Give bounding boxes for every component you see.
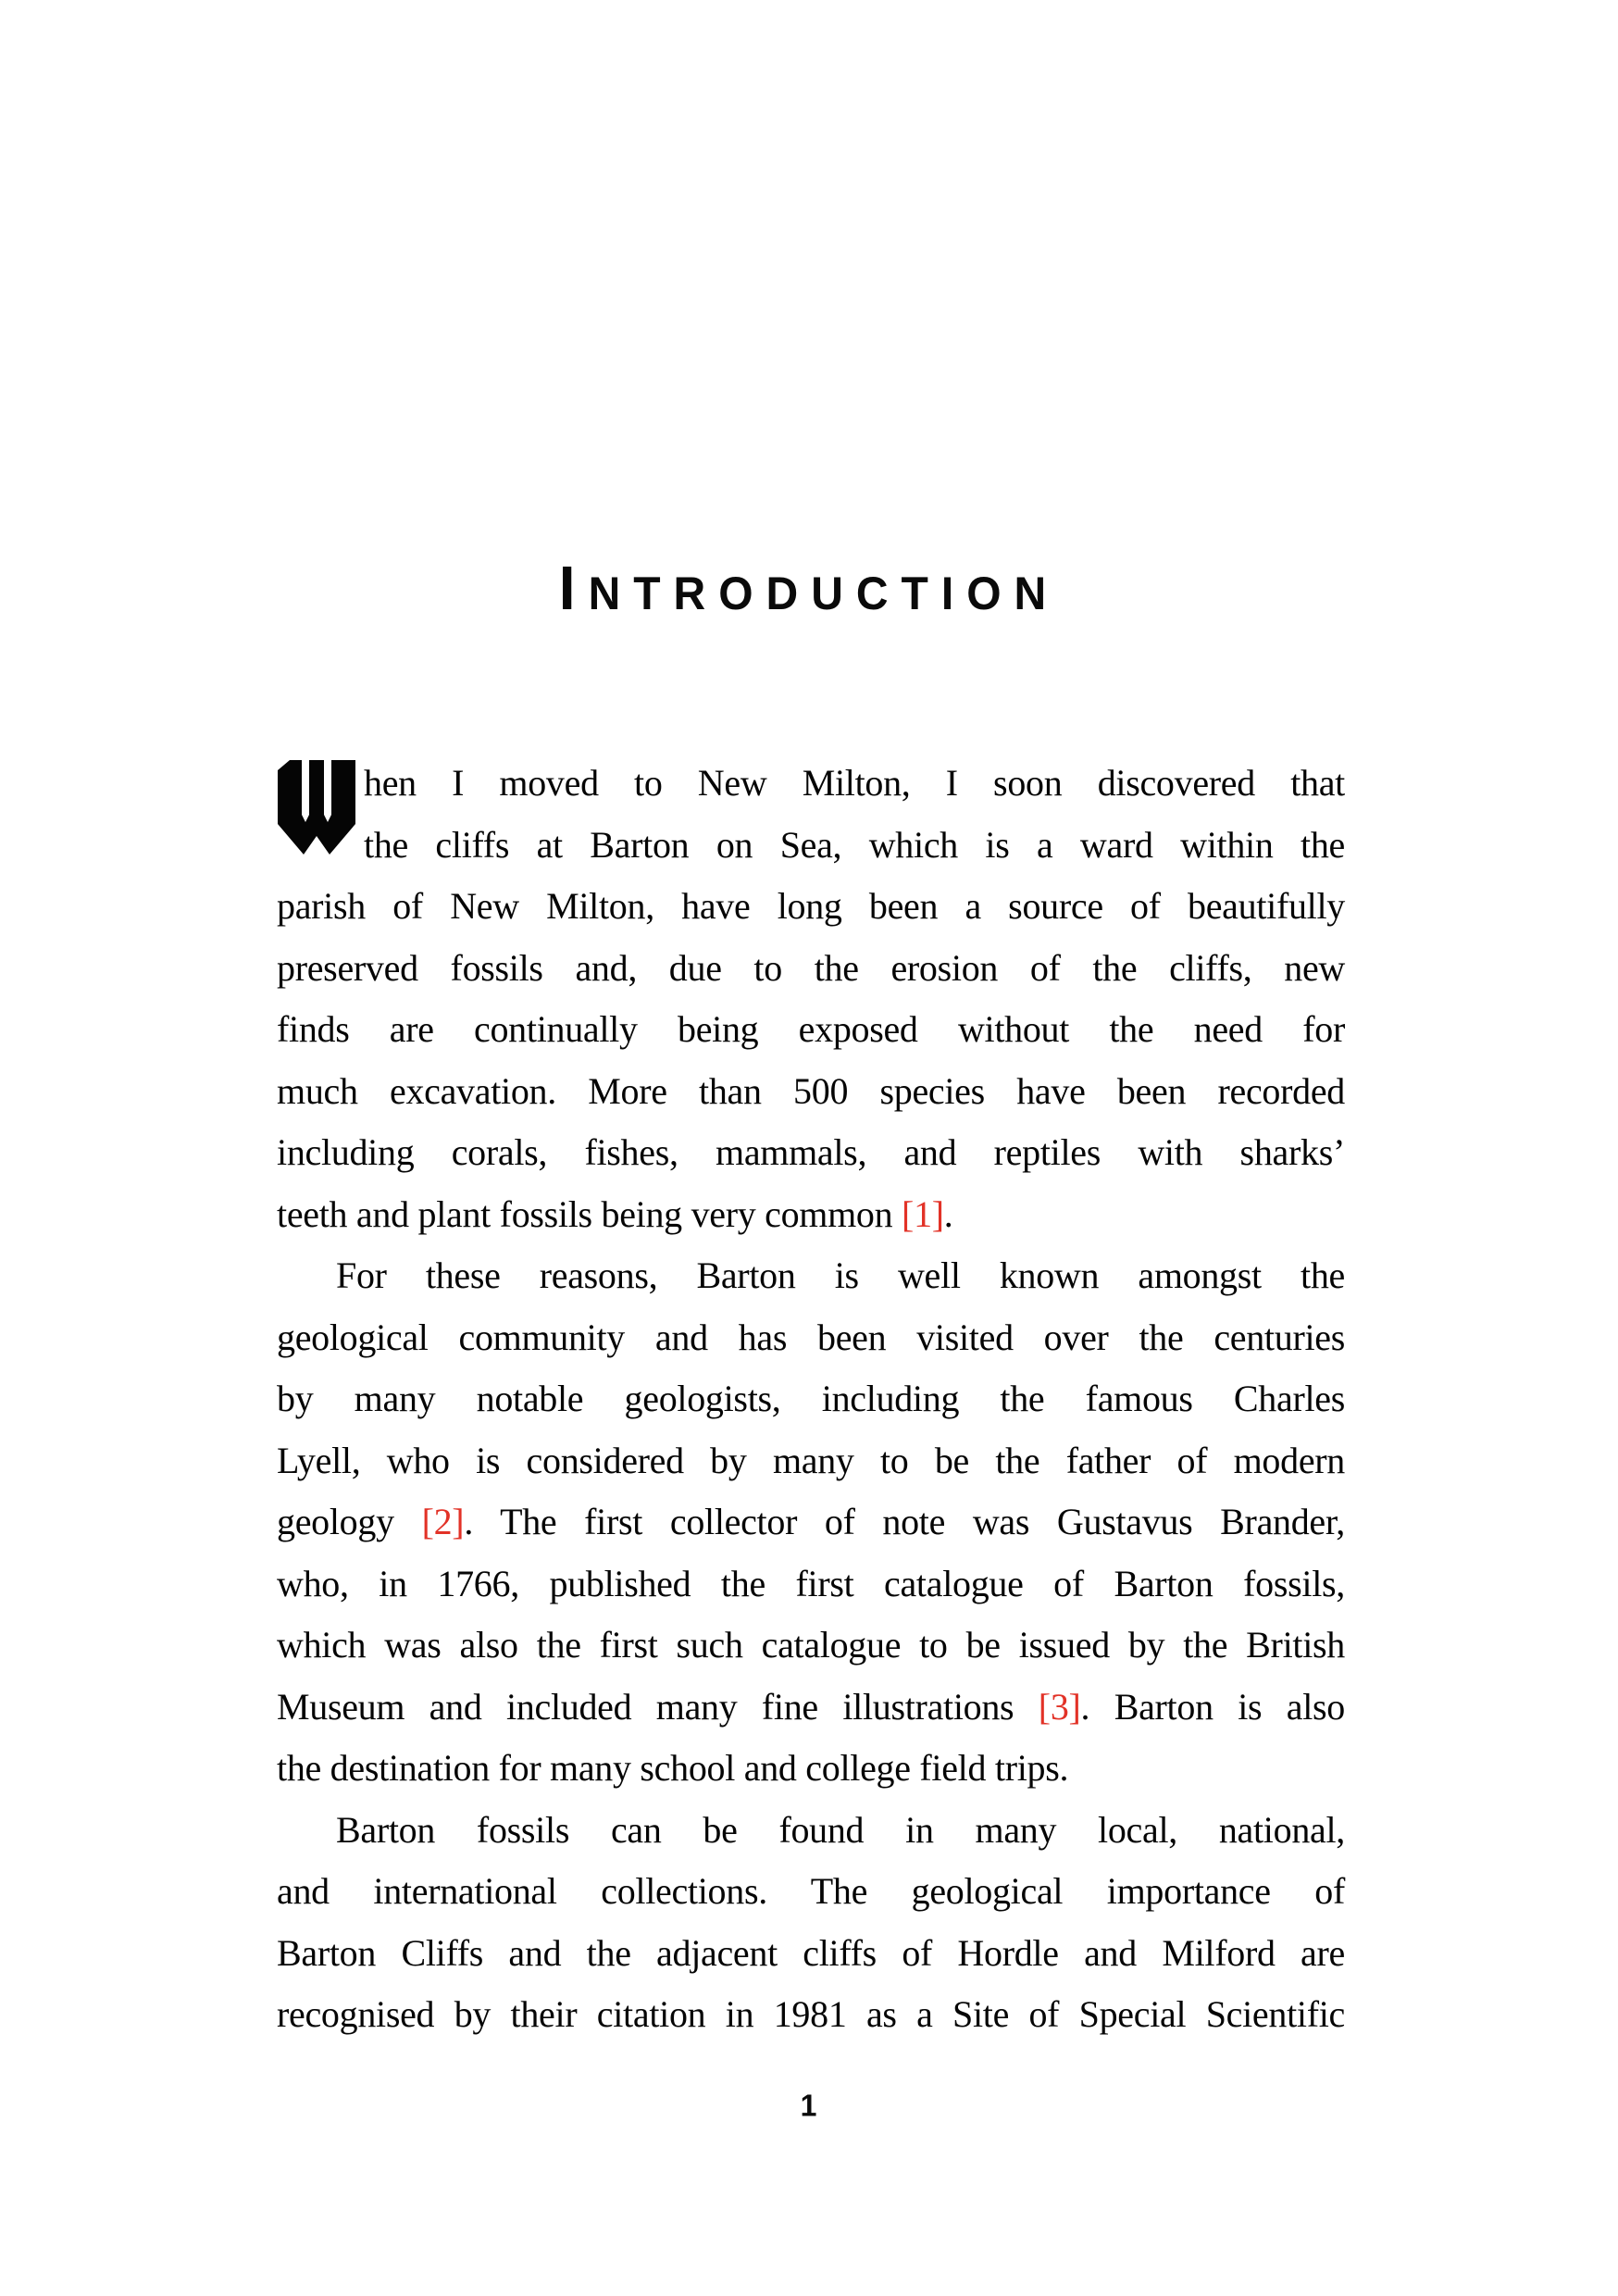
body-text bbox=[277, 753, 1345, 2046]
chapter-title bbox=[0, 553, 1618, 623]
body-line: recognised by their citation in 1981 as a Site of Special Scientific bbox=[277, 1993, 1345, 2035]
body-line: hen I moved to New Milton, I soon discovered that bbox=[364, 762, 1345, 804]
citation-ref: [2] bbox=[421, 1501, 465, 1542]
body-line: by many notable geologists, including the famous Charles bbox=[277, 1378, 1345, 1419]
body-line: geology [2]. The first collector of note was Gustavus Brander, bbox=[277, 1501, 1346, 1542]
paragraph bbox=[277, 753, 1345, 1245]
body-line: the destination for many school and college field trips. bbox=[277, 1747, 1069, 1789]
body-line: Barton fossils can be found in many local, national, bbox=[336, 1808, 1345, 1851]
body-line: the cliffs at Barton on Sea, which is a ward within the bbox=[364, 823, 1345, 866]
body-line: geological community and has been visited over the centuries bbox=[277, 1316, 1345, 1358]
body-line: Museum and included many fine illustrations [3]. Barton is also bbox=[277, 1685, 1346, 1728]
body-line: For these reasons, Barton is well known amongst the bbox=[336, 1254, 1345, 1296]
body-line: including corals, fishes, mammals, and reptiles with sharks’ bbox=[277, 1131, 1345, 1173]
paragraph bbox=[277, 1800, 1345, 2046]
citation-ref: [1] bbox=[902, 1192, 944, 1235]
chapter-title-initial: I bbox=[558, 553, 589, 623]
body-line: Barton Cliffs and the adjacent cliffs of Hordle and Milford are bbox=[277, 1931, 1345, 1974]
body-line: finds are continually being exposed without the need for bbox=[277, 1008, 1345, 1050]
body-line: which was also the first such catalogue to be issued by the British bbox=[277, 1624, 1345, 1666]
citation-ref: [3] bbox=[1038, 1685, 1081, 1728]
body-line: much excavation. More than 500 species have been recorded bbox=[277, 1069, 1345, 1112]
body-line: parish of New Milton, have long been a source of beautifully bbox=[277, 885, 1345, 927]
body-line: and international collections. The geological importance of bbox=[277, 1870, 1345, 1912]
body-line: teeth and plant fossils being very common [1]. bbox=[277, 1192, 953, 1235]
body-line: preserved fossils and, due to the erosion of the cliffs, new bbox=[277, 946, 1345, 989]
drop-cap-letter-w bbox=[277, 758, 356, 855]
paragraph bbox=[277, 1245, 1345, 1800]
body-line: Lyell, who is considered by many to be the father of modern bbox=[277, 1439, 1345, 1481]
body-line: who, in 1766, published the first catalogue of Barton fossils, bbox=[277, 1562, 1345, 1604]
page-number: 1 bbox=[800, 2088, 818, 2123]
chapter-title-rest: NTRODUCTION bbox=[588, 568, 1060, 620]
